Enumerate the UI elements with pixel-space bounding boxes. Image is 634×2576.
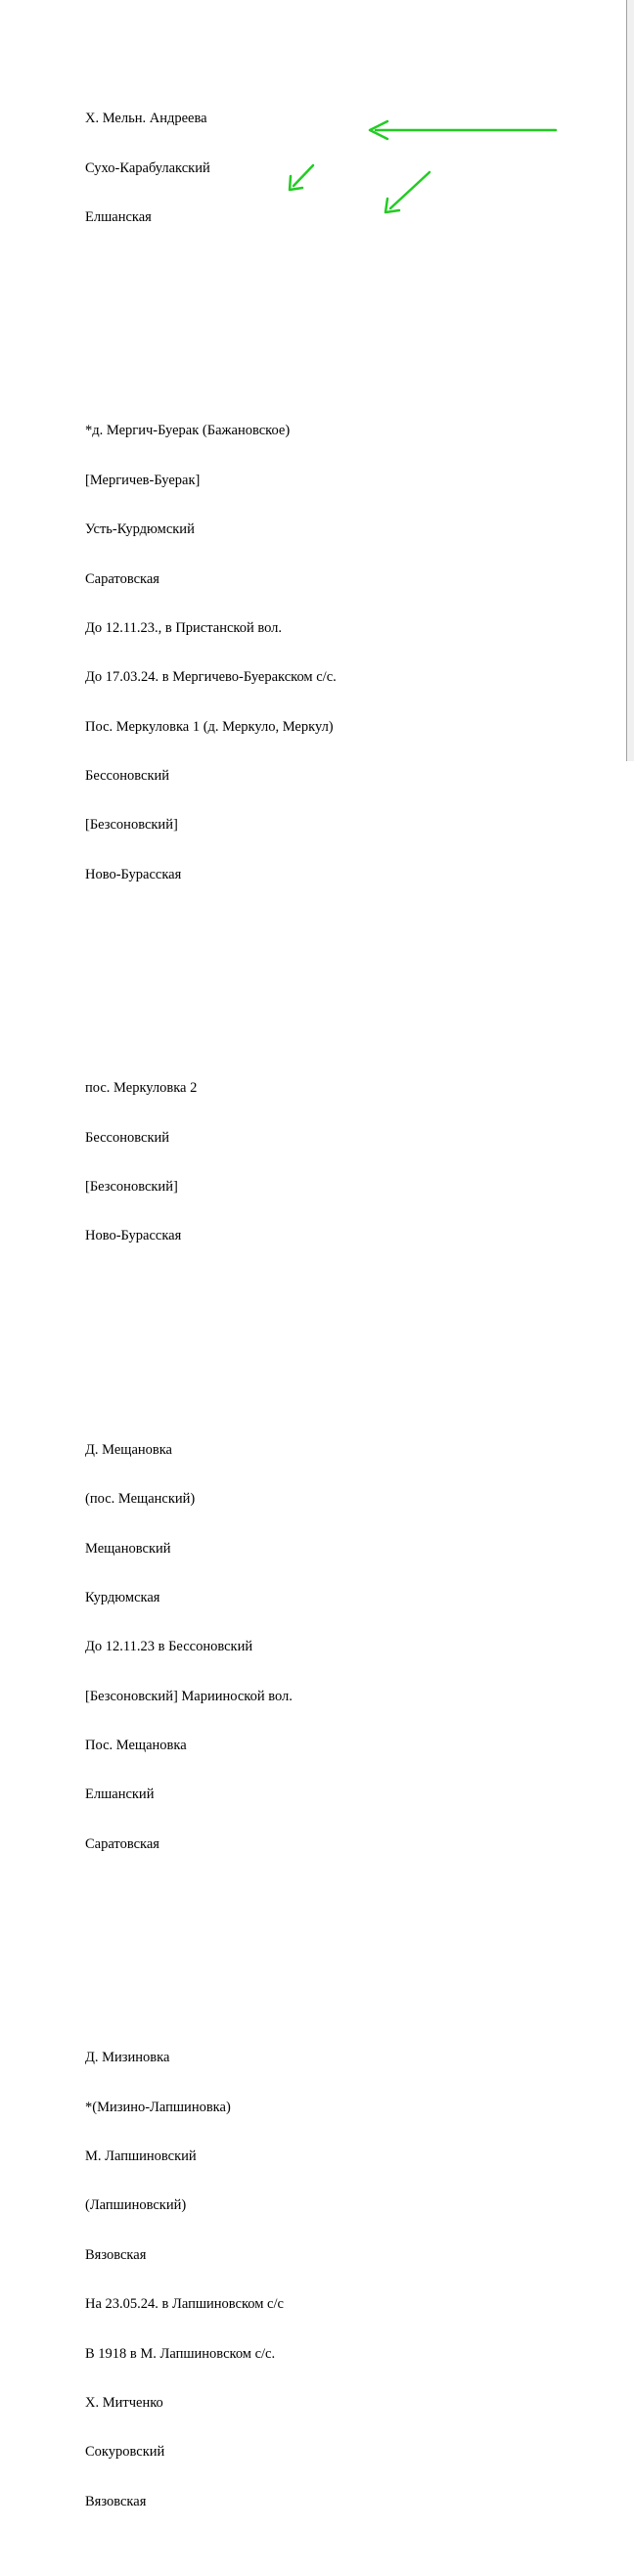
blank-line bbox=[85, 1310, 337, 1327]
text-line: Х. Мельн. Андреева bbox=[85, 111, 207, 127]
paragraph bbox=[85, 1409, 337, 1885]
text-line: Саратовская bbox=[85, 570, 159, 587]
document-body bbox=[85, 45, 337, 2576]
blank-line bbox=[85, 998, 337, 1015]
text-line: Ново-Бурасская bbox=[85, 1228, 182, 1244]
page-edge-divider bbox=[626, 0, 634, 761]
text-line: Д. Мещановка bbox=[85, 1441, 172, 1458]
text-line: Вязовская bbox=[85, 2246, 147, 2263]
text-line: До 17.03.24. в Мергичево-Буеракском с/с. bbox=[85, 669, 337, 686]
text-line: До 12.11.23 в Бессоновский bbox=[85, 1639, 253, 1655]
blank-line bbox=[85, 340, 337, 357]
text-line: Вязовская bbox=[85, 2493, 147, 2509]
text-line: Пос. Мещановка bbox=[85, 1738, 187, 1754]
paragraph bbox=[85, 390, 337, 917]
text-line: Д. Мизиновка bbox=[85, 2050, 170, 2066]
text-line: М. Лапшиновский bbox=[85, 2148, 197, 2164]
text-line: [Мергичев-Буерак] bbox=[85, 472, 201, 488]
text-line: Мещановский bbox=[85, 1540, 171, 1557]
text-line: (пос. Мещанский) bbox=[85, 1491, 196, 1508]
blank-line bbox=[85, 949, 337, 966]
text-line: [Безсоновский] bbox=[85, 817, 178, 834]
text-line: *д. Мергич-Буерак (Бажановское) bbox=[85, 423, 291, 439]
text-line: *(Мизино-Лапшиновка) bbox=[85, 2099, 231, 2115]
text-line: Саратовская bbox=[85, 1835, 159, 1852]
text-line: Ново-Бурасская bbox=[85, 866, 182, 882]
text-line: Пос. Меркуловка 1 (д. Меркуло, Меркул) bbox=[85, 718, 334, 735]
blank-line bbox=[85, 1919, 337, 1935]
text-line: Елшанская bbox=[85, 208, 152, 225]
text-line: пос. Меркуловка 2 bbox=[85, 1080, 198, 1097]
text-line: Сухо-Карабулакский bbox=[85, 159, 210, 176]
text-line: На 23.05.24. в Лапшиновском с/с bbox=[85, 2296, 284, 2313]
text-line: (Лапшиновский) bbox=[85, 2197, 187, 2214]
text-line: До 12.11.23., в Пристанской вол. bbox=[85, 619, 282, 636]
text-line: Бессоновский bbox=[85, 1129, 170, 1146]
text-line: [Безсоновский] Марииноской вол. bbox=[85, 1688, 293, 1704]
blank-line bbox=[85, 292, 337, 308]
text-line: Х. Митченко bbox=[85, 2394, 163, 2411]
paragraph bbox=[85, 1048, 337, 1278]
paragraph bbox=[85, 78, 337, 259]
blank-line bbox=[85, 1967, 337, 1984]
text-line: Бессоновский bbox=[85, 768, 170, 785]
blank-line bbox=[85, 1360, 337, 1377]
paragraph bbox=[85, 2017, 337, 2544]
text-line: Елшанский bbox=[85, 1786, 155, 1803]
text-line: [Безсоновский] bbox=[85, 1178, 178, 1195]
text-line: Усть-Курдюмский bbox=[85, 521, 195, 538]
text-line: Сокуровский bbox=[85, 2444, 165, 2461]
text-line: Курдюмская bbox=[85, 1589, 160, 1605]
text-line: В 1918 в М. Лапшиновском с/с. bbox=[85, 2345, 276, 2362]
